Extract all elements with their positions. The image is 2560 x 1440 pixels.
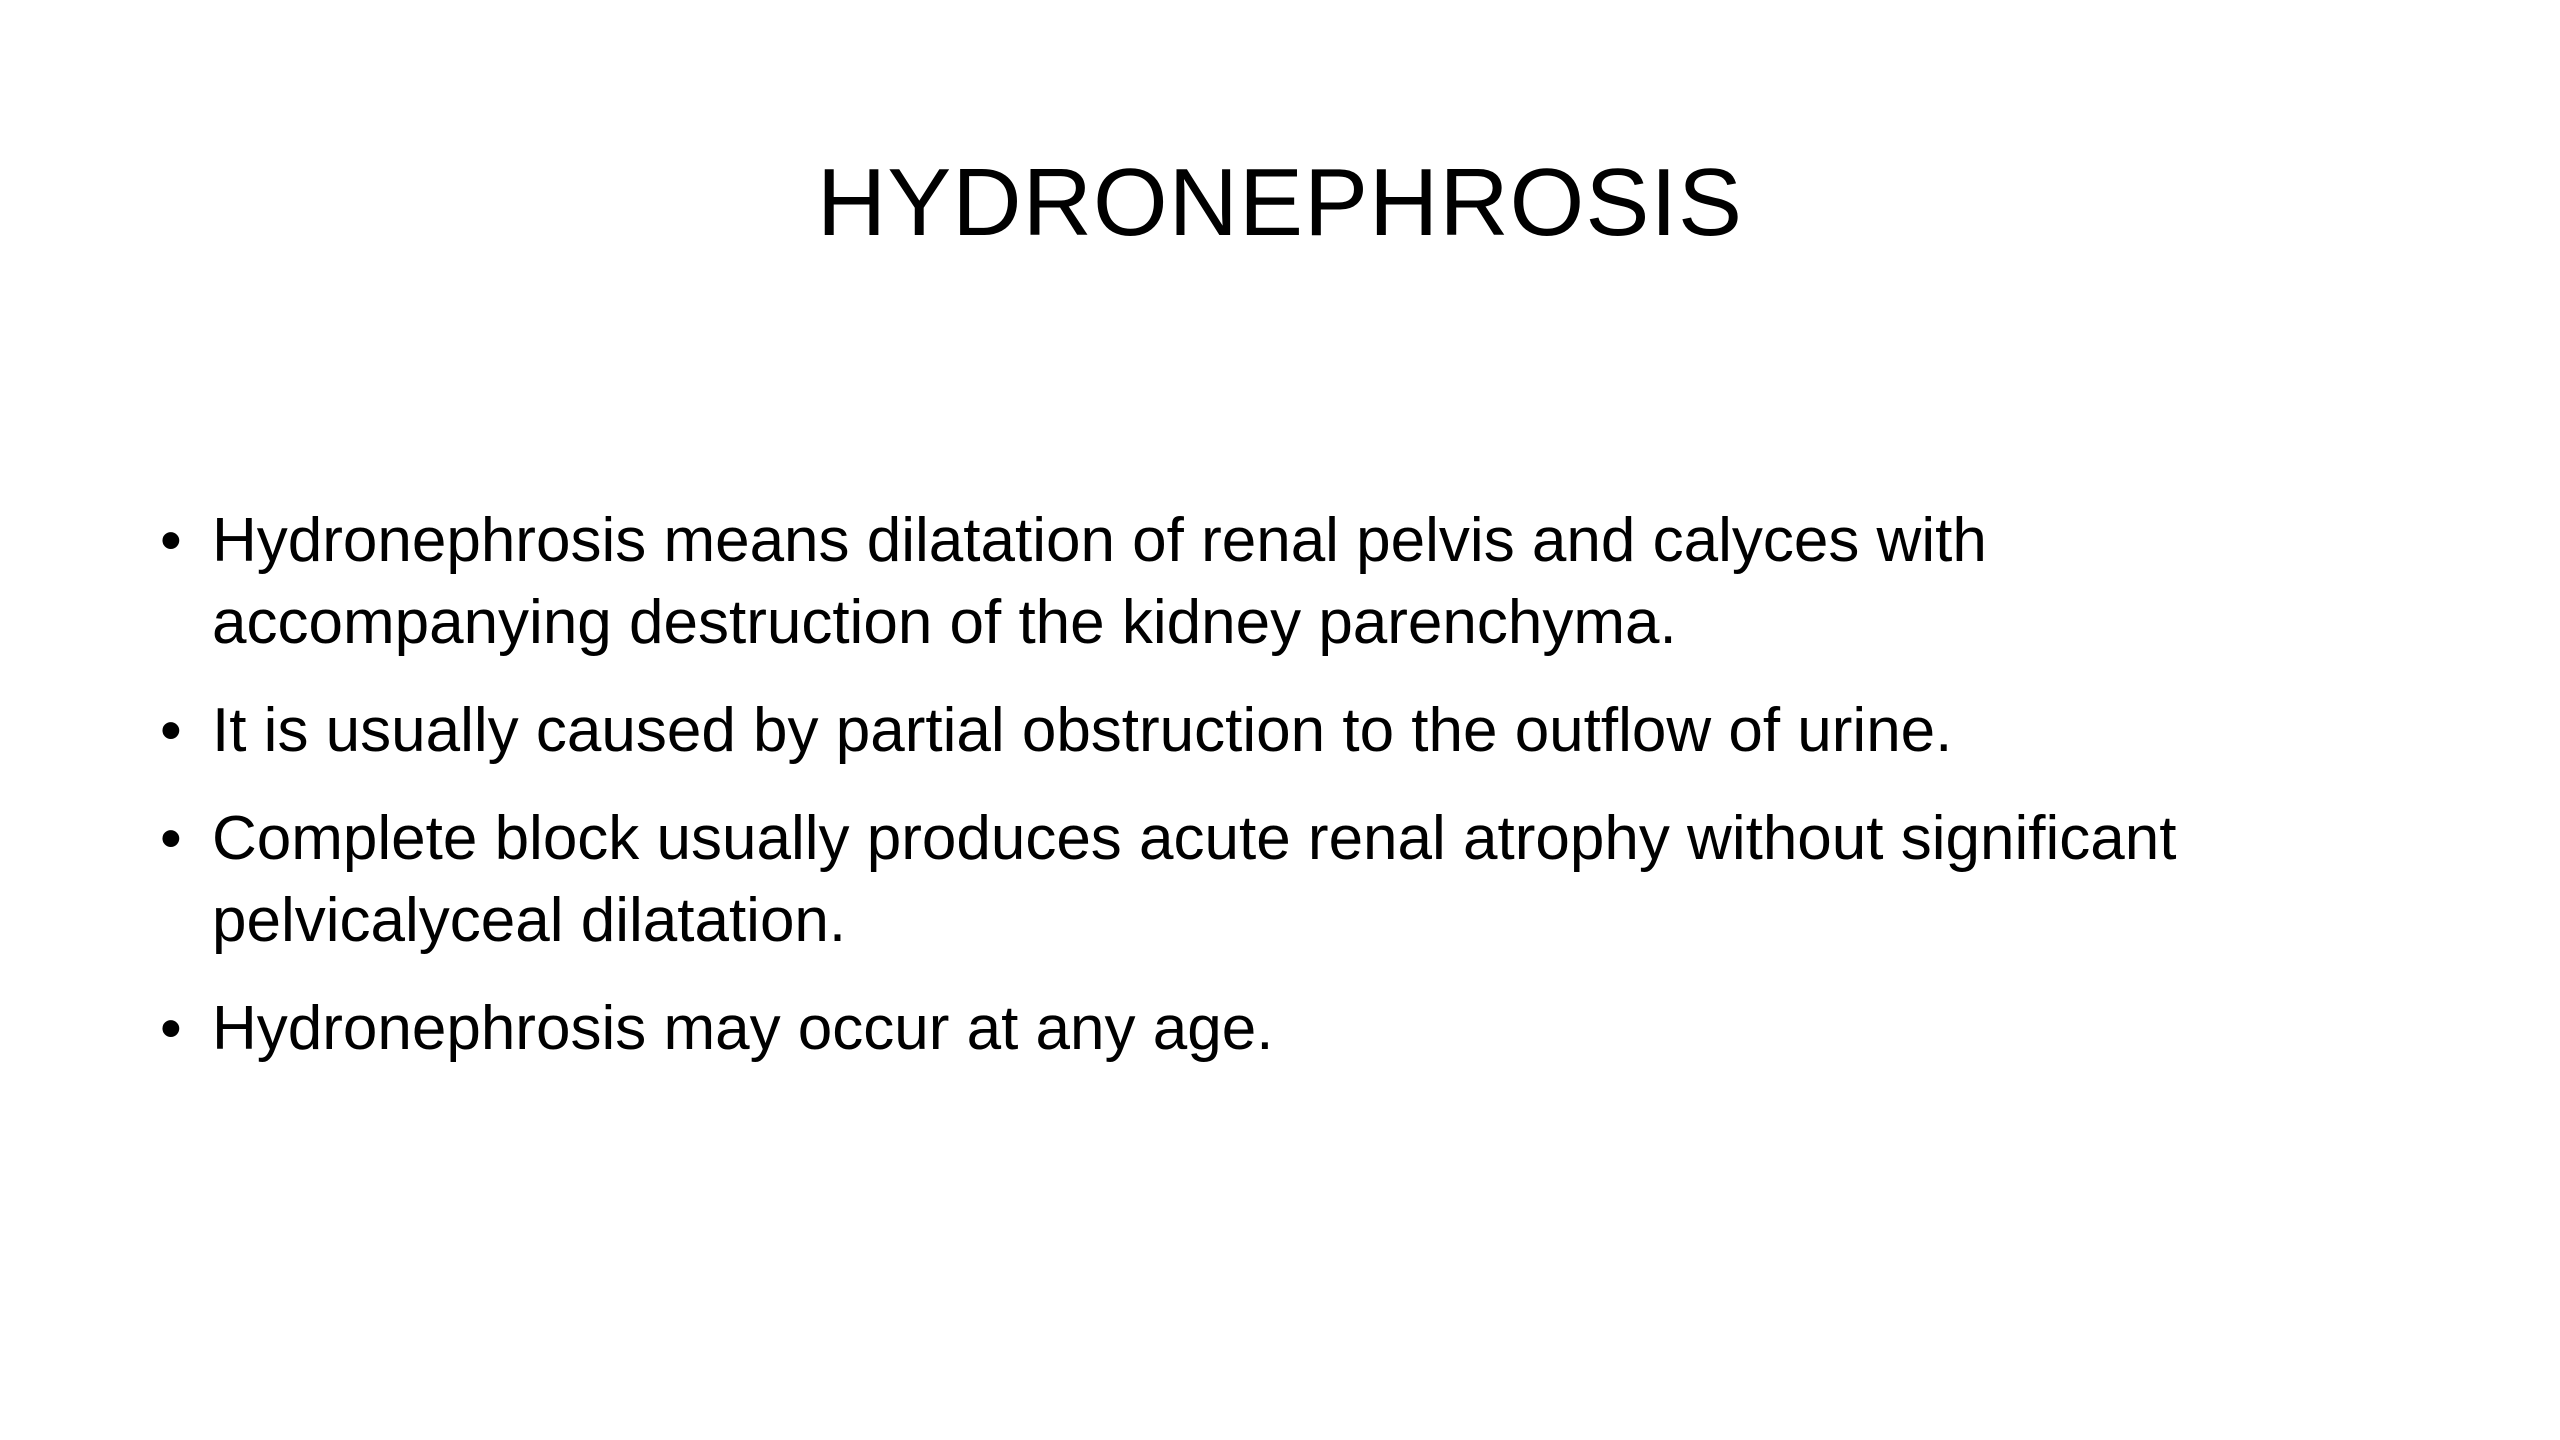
bullet-item-2 <box>160 690 2180 772</box>
bullet-text: Hydronephrosis means dilatation of renal pelvis and calyces with accompanying destruction of the kidney parenchyma. <box>212 506 1987 657</box>
bullet-text: It is usually caused by partial obstruction to the outflow of urine. <box>212 696 1953 765</box>
bullet-text: Hydronephrosis may occur at any age. <box>212 994 1274 1063</box>
bullet-item-1 <box>160 500 2180 664</box>
bullet-icon: • <box>160 994 182 1063</box>
bullet-item-4 <box>160 988 2180 1070</box>
slide-title: HYDRONEPHROSIS <box>816 149 1744 256</box>
bullet-text: Complete block usually produces acute renal atrophy without significant pelvicalyceal dilatation. <box>212 804 2177 955</box>
bullet-item-3 <box>160 798 2180 962</box>
bullet-icon: • <box>160 506 182 575</box>
bullet-list <box>160 500 2180 1096</box>
bullet-icon: • <box>160 696 182 765</box>
bullet-icon: • <box>160 804 182 873</box>
